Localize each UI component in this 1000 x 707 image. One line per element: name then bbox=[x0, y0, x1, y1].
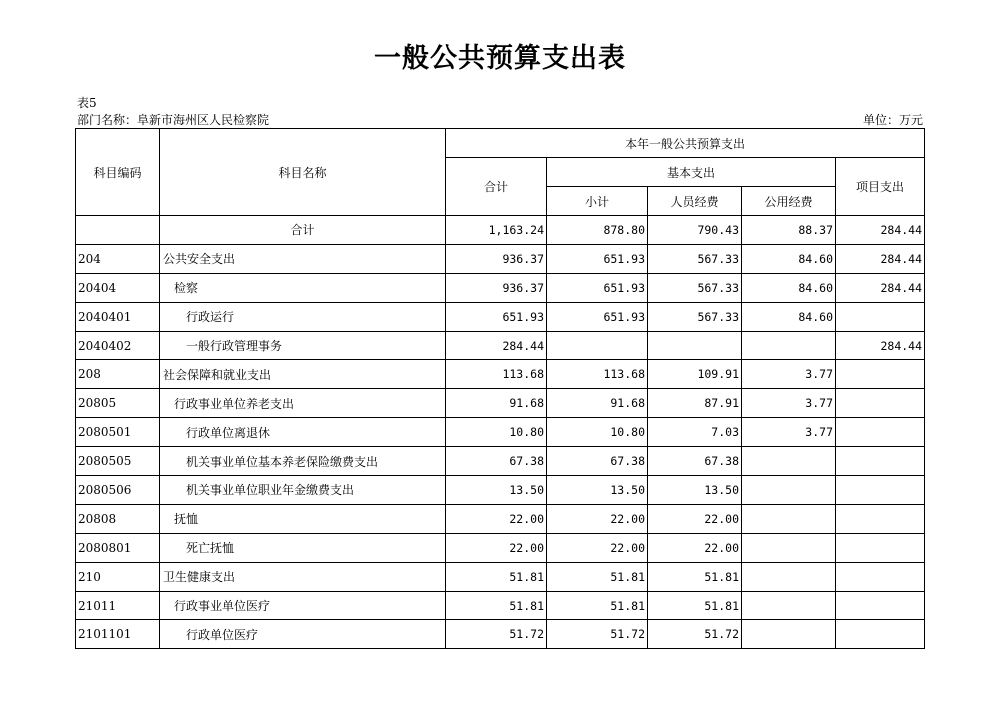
row-code: 2040402 bbox=[76, 331, 160, 360]
total-code bbox=[76, 216, 160, 245]
row-project bbox=[836, 562, 925, 591]
table-row bbox=[76, 533, 925, 562]
row-project bbox=[836, 360, 925, 389]
row-name: 行政单位医疗 bbox=[160, 620, 446, 649]
row-subtotal: 67.38 bbox=[547, 447, 648, 476]
header-subtotal: 小计 bbox=[547, 187, 648, 216]
row-code: 2080505 bbox=[76, 447, 160, 476]
table-number: 表5 bbox=[77, 96, 97, 110]
row-name: 行政事业单位养老支出 bbox=[160, 389, 446, 418]
row-total: 51.81 bbox=[446, 562, 547, 591]
row-public bbox=[742, 562, 836, 591]
header-personnel: 人员经费 bbox=[648, 187, 742, 216]
row-project bbox=[836, 389, 925, 418]
total-subtotal: 878.80 bbox=[547, 216, 648, 245]
header-project: 项目支出 bbox=[836, 158, 925, 216]
row-subtotal: 22.00 bbox=[547, 533, 648, 562]
table-row bbox=[76, 447, 925, 476]
table-row bbox=[76, 562, 925, 591]
row-name: 行政事业单位医疗 bbox=[160, 591, 446, 620]
row-total: 67.38 bbox=[446, 447, 547, 476]
row-personnel bbox=[648, 331, 742, 360]
row-code: 210 bbox=[76, 562, 160, 591]
unit-label: 单位：万元 bbox=[862, 113, 923, 127]
row-subtotal: 22.00 bbox=[547, 504, 648, 533]
row-public bbox=[742, 591, 836, 620]
table-row bbox=[76, 389, 925, 418]
header-group: 本年一般公共预算支出 bbox=[446, 129, 925, 158]
table-row bbox=[76, 360, 925, 389]
row-subtotal: 10.80 bbox=[547, 418, 648, 447]
row-name: 行政单位离退休 bbox=[160, 418, 446, 447]
row-personnel: 22.00 bbox=[648, 533, 742, 562]
row-code: 20808 bbox=[76, 504, 160, 533]
row-personnel: 567.33 bbox=[648, 273, 742, 302]
row-personnel: 567.33 bbox=[648, 302, 742, 331]
row-project bbox=[836, 418, 925, 447]
row-project bbox=[836, 447, 925, 476]
table-row bbox=[76, 302, 925, 331]
row-project bbox=[836, 302, 925, 331]
row-project bbox=[836, 533, 925, 562]
row-personnel: 51.81 bbox=[648, 562, 742, 591]
table-row bbox=[76, 591, 925, 620]
row-project: 284.44 bbox=[836, 244, 925, 273]
row-subtotal: 51.81 bbox=[547, 562, 648, 591]
row-name: 死亡抚恤 bbox=[160, 533, 446, 562]
row-total: 22.00 bbox=[446, 533, 547, 562]
row-public: 84.60 bbox=[742, 273, 836, 302]
row-name: 卫生健康支出 bbox=[160, 562, 446, 591]
row-project bbox=[836, 591, 925, 620]
header-total: 合计 bbox=[446, 158, 547, 216]
row-subtotal: 651.93 bbox=[547, 244, 648, 273]
row-total: 51.81 bbox=[446, 591, 547, 620]
header-name: 科目名称 bbox=[160, 129, 446, 216]
row-subtotal: 13.50 bbox=[547, 476, 648, 505]
row-code: 208 bbox=[76, 360, 160, 389]
row-public bbox=[742, 447, 836, 476]
row-public bbox=[742, 331, 836, 360]
row-subtotal bbox=[547, 331, 648, 360]
total-label: 合计 bbox=[160, 216, 446, 245]
row-personnel: 87.91 bbox=[648, 389, 742, 418]
row-project bbox=[836, 504, 925, 533]
row-code: 21011 bbox=[76, 591, 160, 620]
row-public: 84.60 bbox=[742, 244, 836, 273]
header-basic: 基本支出 bbox=[547, 158, 836, 187]
row-total: 91.68 bbox=[446, 389, 547, 418]
row-personnel: 22.00 bbox=[648, 504, 742, 533]
row-total: 936.37 bbox=[446, 244, 547, 273]
row-total: 284.44 bbox=[446, 331, 547, 360]
row-code: 2080506 bbox=[76, 476, 160, 505]
table-row bbox=[76, 476, 925, 505]
table-row bbox=[76, 244, 925, 273]
header-code: 科目编码 bbox=[76, 129, 160, 216]
row-personnel: 7.03 bbox=[648, 418, 742, 447]
total-row bbox=[76, 216, 925, 245]
table-row bbox=[76, 273, 925, 302]
row-public bbox=[742, 476, 836, 505]
row-total: 936.37 bbox=[446, 273, 547, 302]
row-personnel: 67.38 bbox=[648, 447, 742, 476]
table-row bbox=[76, 504, 925, 533]
row-name: 一般行政管理事务 bbox=[160, 331, 446, 360]
row-name: 机关事业单位基本养老保险缴费支出 bbox=[160, 447, 446, 476]
row-public: 3.77 bbox=[742, 389, 836, 418]
total-project: 284.44 bbox=[836, 216, 925, 245]
row-code: 20805 bbox=[76, 389, 160, 418]
row-project: 284.44 bbox=[836, 331, 925, 360]
row-project: 284.44 bbox=[836, 273, 925, 302]
header-row-1 bbox=[76, 129, 925, 158]
row-subtotal: 51.81 bbox=[547, 591, 648, 620]
row-personnel: 51.81 bbox=[648, 591, 742, 620]
row-name: 行政运行 bbox=[160, 302, 446, 331]
row-name: 社会保障和就业支出 bbox=[160, 360, 446, 389]
header-public: 公用经费 bbox=[742, 187, 836, 216]
total-public: 88.37 bbox=[742, 216, 836, 245]
page-title: 一般公共预算支出表 bbox=[374, 43, 626, 74]
row-code: 2101101 bbox=[76, 620, 160, 649]
row-public bbox=[742, 620, 836, 649]
row-subtotal: 651.93 bbox=[547, 302, 648, 331]
department-name: 部门名称：阜新市海州区人民检察院 bbox=[77, 113, 270, 127]
table-row bbox=[76, 620, 925, 649]
row-public bbox=[742, 533, 836, 562]
row-name: 机关事业单位职业年金缴费支出 bbox=[160, 476, 446, 505]
table-row bbox=[76, 331, 925, 360]
row-subtotal: 51.72 bbox=[547, 620, 648, 649]
row-total: 22.00 bbox=[446, 504, 547, 533]
row-name: 抚恤 bbox=[160, 504, 446, 533]
row-public bbox=[742, 504, 836, 533]
row-total: 10.80 bbox=[446, 418, 547, 447]
row-code: 204 bbox=[76, 244, 160, 273]
row-subtotal: 651.93 bbox=[547, 273, 648, 302]
row-personnel: 51.72 bbox=[648, 620, 742, 649]
row-total: 13.50 bbox=[446, 476, 547, 505]
row-public: 3.77 bbox=[742, 360, 836, 389]
row-subtotal: 91.68 bbox=[547, 389, 648, 418]
budget-table bbox=[75, 128, 925, 649]
row-total: 113.68 bbox=[446, 360, 547, 389]
row-subtotal: 113.68 bbox=[547, 360, 648, 389]
row-name: 检察 bbox=[160, 273, 446, 302]
row-personnel: 13.50 bbox=[648, 476, 742, 505]
row-public: 3.77 bbox=[742, 418, 836, 447]
total-personnel: 790.43 bbox=[648, 216, 742, 245]
row-total: 51.72 bbox=[446, 620, 547, 649]
row-name: 公共安全支出 bbox=[160, 244, 446, 273]
row-project bbox=[836, 476, 925, 505]
total-total: 1,163.24 bbox=[446, 216, 547, 245]
table-row bbox=[76, 418, 925, 447]
row-personnel: 567.33 bbox=[648, 244, 742, 273]
row-code: 20404 bbox=[76, 273, 160, 302]
row-code: 2080801 bbox=[76, 533, 160, 562]
row-total: 651.93 bbox=[446, 302, 547, 331]
row-public: 84.60 bbox=[742, 302, 836, 331]
row-code: 2040401 bbox=[76, 302, 160, 331]
row-code: 2080501 bbox=[76, 418, 160, 447]
row-project bbox=[836, 620, 925, 649]
row-personnel: 109.91 bbox=[648, 360, 742, 389]
